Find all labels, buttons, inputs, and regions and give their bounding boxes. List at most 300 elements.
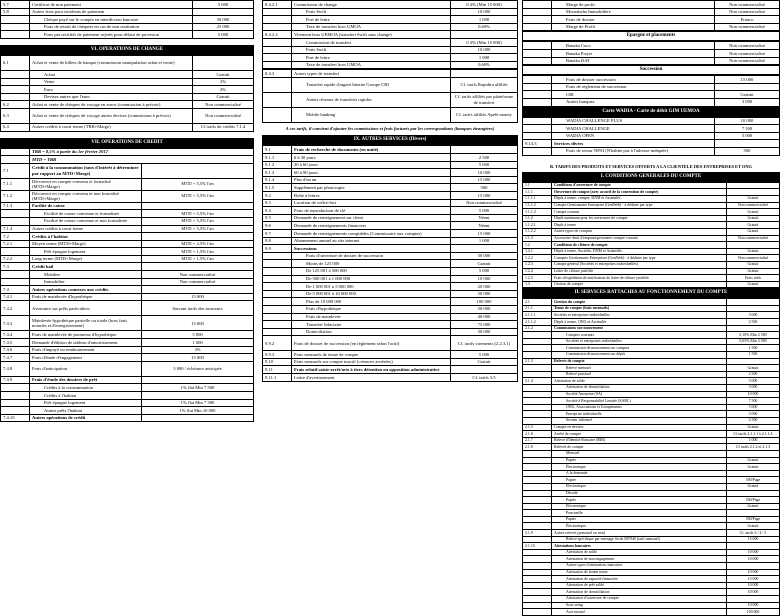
row-label: De 1 000 001 à 5 000 000 [292,283,451,291]
table-row [523,450,780,457]
row-code: 9.3 [263,199,292,207]
table-row [523,312,780,319]
table-row [263,207,518,215]
row-label: Frais d'étude d'engagement [30,354,142,362]
row-value: Non commercialisé [727,255,780,262]
row-value: Gratuit [727,365,780,372]
row-label: Frais Swift [292,8,451,16]
row-label: Assurance sur prêts particuliers [30,301,142,316]
row-label: Frais de règlement de succession [552,83,715,91]
row-value: Frais réels [727,275,780,282]
row-value: 10 000 [727,556,780,563]
row-label: Crédits à l'habitat [30,233,142,241]
row-label: Accessoire droit d'emprunt/personnes compte courant [552,235,727,242]
row-label: Facilité de caisse [30,202,142,210]
table-row [1,361,254,376]
row-code: 7.1.4 [1,225,30,233]
row-code: 9.8 [263,237,292,245]
row-code [263,305,292,313]
row-label: De 5 000 001 à 10 000 000 [292,290,451,298]
row-value: 1% flat Min 10 000 [142,407,254,415]
table-row [523,563,780,570]
row-code [1,392,30,400]
row-value: 2 500 [727,371,780,378]
row-value [142,414,254,422]
row-label: Demande de renseignement sur client [292,214,451,222]
table-row [263,252,518,260]
row-value: 5 000 [727,312,780,319]
row-label: Autres types d'attestations bancaires [552,563,727,570]
row-code: 7.4.5 [1,339,30,347]
row-value: Gratuit [451,260,518,268]
row-code [523,516,552,523]
table-row [523,235,780,242]
table-row [1,301,254,316]
table-row [1,346,254,354]
row-value: 2 500 [727,417,780,424]
row-value: 5 000 [451,207,518,215]
row-label: Relevé d'Identité Bancaire (RIB) [552,437,727,444]
row-label: Frais d'ouverture de dossier de succession [292,252,451,260]
row-code: 1.1.3 [523,235,552,242]
row-code: 2.1.6 [523,431,552,438]
row-label: Autres relevés (ponctuel ou non) [552,530,727,537]
row-label: Frais de retour NPAI (N'habite pas à l'adresse indiquée) [552,147,715,155]
row-value: Gratuit [727,523,780,530]
row-code [263,283,292,291]
row-label: Découvert en compte convenu et non formalisé (MTD+Marge) [30,190,142,202]
table-row [1,339,254,347]
row-value: 10 000 [451,169,518,177]
row-code [523,398,552,405]
row-code: 9.5 [263,214,292,222]
row-code [1,16,30,24]
row-label: Frais de dossier de succession (en règlement selon l'actif) [292,336,451,351]
row-value [727,450,780,457]
table-row [523,411,780,418]
row-value: 1 000 [451,16,518,24]
row-label: Mobile banking [292,107,451,122]
table-row [1,354,254,362]
row-code: 1.1.2 [523,215,552,222]
row-value [727,189,780,196]
table-row [263,298,518,306]
row-value: 5 000 [727,378,780,385]
row-label: Conditions de clôture de compte [552,242,727,249]
table-row [523,497,780,504]
table-row [1,86,254,94]
row-label: Banaka DAT [552,57,715,65]
row-code [523,549,552,556]
table-row [263,358,518,366]
table-row [523,543,780,550]
row-code: 1.1.2.1 [523,222,552,229]
table-row [1,278,254,286]
row-code: 9.11.1 [263,374,292,382]
row-code [523,483,552,490]
table-row [1,178,254,190]
table-row [523,91,780,99]
row-code: 9.1.3 [263,169,292,177]
row-value: 500/Page [727,497,780,504]
row-value: 15 000 [142,316,254,331]
row-code [263,61,292,69]
row-value: Non commercialisé [727,202,780,209]
table-row [523,530,780,537]
table-row [263,214,518,222]
table-row [523,325,780,332]
row-value: 15 000 [451,192,518,200]
table-row [263,328,518,336]
row-value: Gratuit [727,222,780,229]
table-row [263,283,518,291]
row-value [142,263,254,271]
row-code [523,411,552,418]
row-value: 10 000 [727,589,780,596]
table-row [523,299,780,306]
row-code [263,290,292,298]
row-value: Cf. tarifs 3 / 4 / 5 [727,530,780,537]
row-code [1,78,30,86]
row-value: 0,60% [451,23,518,31]
row-code: 5.8 [1,8,30,16]
table-row [523,195,780,202]
row-value [142,202,254,210]
row-code [263,92,292,107]
row-code: 6.3 [1,108,30,123]
row-code [523,563,552,570]
row-label: Tenue de compte (frais mensuels) [552,305,727,312]
row-label: Autres réseaux de transferts rapides [292,92,451,107]
row-value: 5 000 [451,161,518,169]
row-label: Compte général (Sociétés et entreprises individuelles) [552,261,727,268]
row-code: 9.4 [263,207,292,215]
table-row [523,424,780,431]
table-row [263,38,518,46]
row-value: Gratuit [727,464,780,471]
row-value: 10 000 [451,275,518,283]
row-value: MTD + 1,5% l'an [142,255,254,263]
row-code [523,470,552,477]
table-row [523,209,780,216]
row-label: Location de coffre-fort [292,199,451,207]
row-value: Gratuit [727,195,780,202]
table-row [263,176,518,184]
row-code [523,365,552,372]
row-code [263,16,292,24]
row-label: Relevé mensuel [552,365,727,372]
row-label: Banaka Coco [552,42,715,50]
row-label: Gestion du compte [552,299,727,306]
row-value: 50 000 [451,290,518,298]
row-code [523,457,552,464]
row-value: Gratuit [727,248,780,255]
table-row [523,536,780,543]
row-value: Non commercialisé [715,23,780,31]
row-label: Autres types de transfert [292,70,451,78]
row-value: 0,10% Min 2 500 [727,332,780,339]
row-label: De 125 001 à 500 000 [292,267,451,275]
table-row [263,46,518,54]
row-code [263,77,292,92]
row-label: Attestation de non engagement [552,556,727,563]
row-value: MTD + 5,5% l'an [142,225,254,233]
row-code: 7.1.3 [1,202,30,210]
row-value: Suivant tarifs des assureurs [142,301,254,316]
row-code: 9.10 [263,358,292,366]
table-row [523,417,780,424]
row-value: MTD + 2,5% l'an [142,240,254,248]
row-label: Sociétés et entreprises individuelles [552,338,727,345]
row-label: Achat et vente de chèques de voyage en euros (commission à prévoir) [30,101,193,109]
enterprise-tarifs-title: B. TARIFS DES PRODUITS ET SERVICES OFFERTS A LA CLIENTELE DES ENTREPRISES ET ONG [550,163,752,169]
table-row [1,210,254,218]
row-label: Autres crédits à court terme [30,225,142,233]
row-label: Relevé ponctuel [552,371,727,378]
table-row [523,338,780,345]
row-code: 1.2.1 [523,248,552,255]
column-left [0,0,254,470]
row-code: 6.2 [1,101,30,109]
row-value: Gratuit [193,93,254,101]
row-code [523,464,552,471]
row-value: 5 000 [193,1,254,9]
row-value: 5 000 [727,385,780,392]
table-row [263,169,518,177]
succession-table [522,75,780,106]
table-row [1,286,254,294]
row-label: Commission de mouvement sur comptes [552,345,727,352]
row-code: 2.1.10 [523,543,552,550]
row-label: Frais mensuels de tenue de compte [292,351,451,359]
row-value [727,596,780,603]
row-code [523,523,552,530]
row-value [142,233,254,241]
row-code [1,31,30,39]
row-label: Autres opérations connexes aux crédits [30,286,142,294]
table-row [263,222,518,230]
row-code [523,76,552,84]
table-row [523,602,780,609]
table-row [1,108,254,123]
table-row [1,271,254,279]
row-value: Cf tarifs de crédits 7.1.4 [193,123,254,131]
row-value: 15 000 [727,576,780,583]
table-row [523,398,780,405]
row-code [523,352,552,359]
row-value: 1 000 [451,237,518,245]
row-value: 0,05% Min 5 000 [727,338,780,345]
row-code: 9.7 [263,229,292,237]
row-code: 1.1.1.1 [523,195,552,202]
row-code [523,576,552,583]
table-row [263,61,518,69]
row-code: 7.3 [1,263,30,271]
row-label: Taxe de transfert hors UMOA [292,23,451,31]
row-code: 9.9.3 [263,351,292,359]
row-label: Attestations bancaires [552,543,727,550]
row-label: CBI [552,91,715,99]
table-row [1,376,254,384]
table-row [1,16,254,24]
row-value: Franco [715,16,780,24]
row-code [523,8,552,16]
row-value [727,543,780,550]
table-row [523,140,780,148]
table-row [1,233,254,241]
row-value: 10 000 [727,569,780,576]
table-row [1,123,254,131]
table-row [523,261,780,268]
table-row [523,222,780,229]
row-value: 5 000 [142,331,254,339]
row-code: 9.1.5 [263,184,292,192]
table-row [523,319,780,326]
table-row [263,336,518,351]
row-label: Ponctuelle [552,510,727,517]
row-code [523,83,552,91]
row-value [193,8,254,16]
row-value: 100 000 [451,298,518,306]
row-label: Papier [552,457,727,464]
row-code: 6.4 [1,123,30,131]
row-code: 2.1.1 [523,305,552,312]
row-code [523,609,552,616]
row-code: 8.4.2.1 [263,1,292,9]
table-row [263,154,518,162]
row-label: Comptes courants [552,332,727,339]
table-row [263,23,518,31]
row-label: WADIA OPEN [552,132,715,140]
row-label: Papier [552,477,727,484]
column-middle [262,0,518,470]
table-row [523,444,780,451]
row-code: 5.7 [1,1,30,9]
row-label: Dépôt à terme, compte, DNM et Assimilés [552,195,727,202]
table-row [263,77,518,92]
row-label: Chèque payé sur le compte en interdiction bancaire [30,16,193,24]
table-row [263,260,518,268]
row-code: 1.2 [523,242,552,249]
row-value [142,286,254,294]
table-row [1,293,254,301]
row-label: Facilité de caisse convenue et formalisée [30,210,142,218]
table-row [523,49,780,57]
table-row [523,378,780,385]
row-value: 5 000 [715,132,780,140]
row-code [1,407,30,415]
row-label: Vente [30,78,193,86]
row-code [523,147,552,155]
row-value: Gratuit [727,261,780,268]
table-row [263,31,518,39]
row-value: Non commercialisé [451,199,518,207]
row-code: 7.1 [1,163,30,178]
table-row [523,281,780,288]
row-code [263,260,292,268]
row-value: 5 000 [727,404,780,411]
table-row [1,93,254,101]
table-row [523,332,780,339]
row-label: Abonnement annuel au site internet [292,237,451,245]
table-row [1,8,254,16]
row-value: Cf. tarifs 3.5 [451,374,518,382]
row-value: 50 000 [451,305,518,313]
table-row [523,202,780,209]
table-row [263,229,518,237]
row-value: Cf. tarifs affiliés Apelé money [451,107,518,122]
table-row [1,414,254,422]
row-code [523,589,552,596]
row-label: Société Anonyme (SA) [552,391,727,398]
row-code [1,86,30,94]
table-row [263,8,518,16]
row-code: 9.1 [263,146,292,154]
table-row [523,569,780,576]
row-value [727,510,780,517]
row-value [142,392,254,400]
table-row [523,365,780,372]
table-row [523,255,780,262]
row-value: 3% [142,346,254,354]
row-label: Devises autres que l'euro [30,93,193,101]
row-code [523,23,552,31]
row-value [727,305,780,312]
row-value [727,242,780,249]
row-label: Immobilier [30,278,142,286]
row-code [523,332,552,339]
row-label: Attestation de domiciliation [552,589,727,596]
table-row [523,503,780,510]
row-label: Demande de renseignements comptables (Commissaire aux comptes) [292,229,451,237]
table-row [263,374,518,382]
transfer-fees-table [262,0,518,69]
row-code [523,98,552,106]
row-label: Demande d'édition de tableau d'amortissement [30,339,142,347]
row-value: 5 000 [451,351,518,359]
row-label: Euro [30,86,193,94]
table-row [263,161,518,169]
row-value: 2 500 [451,154,518,162]
row-code: 1.2.5 [523,275,552,282]
table-row [523,385,780,392]
row-label: 60 à 90 jours [292,169,451,177]
table-row [1,55,254,70]
row-code [1,217,30,225]
table-row [1,217,254,225]
row-label: Port de lettre [292,54,451,62]
row-value: 500/Page [727,477,780,484]
table-row [523,437,780,444]
row-label: Marge de Profit [552,23,715,31]
epargne-header: Epargne et placements [522,31,780,41]
row-label: Commissions sur mouvement [552,325,727,332]
row-label: Dépôt à terme [552,222,727,229]
row-value: Cf. tarifs affiliés par plateforme de transfert [451,92,518,107]
table-row [523,117,780,125]
row-code: 1.3 [523,281,552,288]
row-value: 10 000 [727,391,780,398]
row-code [263,46,292,54]
row-label: Papier [552,497,727,504]
row-label: Découvert en compte convenu et formalisé (MTD+Marge) [30,178,142,190]
row-code [523,404,552,411]
row-value: 30 000 [451,328,518,336]
row-value [142,163,254,178]
table-row [523,345,780,352]
table-row [523,98,780,106]
row-label: Compte en devises [552,424,727,431]
